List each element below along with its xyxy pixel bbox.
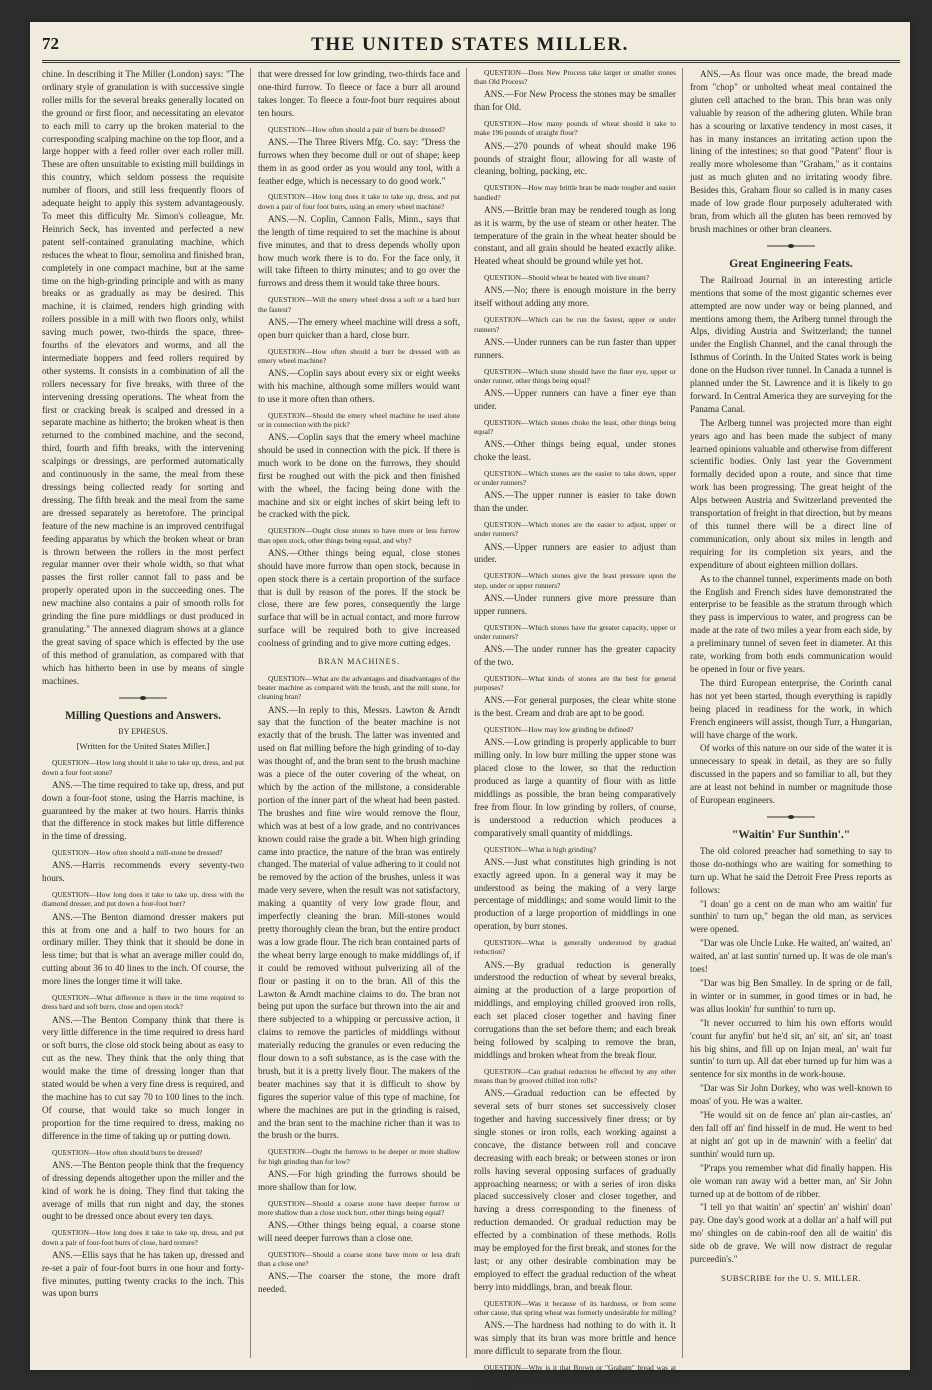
article-paragraph: "It never occurred to him his own efforts would 'count fur anyfin' but he'd sit, an' sit, an' sit, an' toast his big shins, and fill up on Injan meal, an' wait fur suntin' to turn up. All dat eber turned up fur him was a sentence for six months in de work-house. xyxy=(690,1017,892,1080)
question: QUESTION—How often should a pair of burrs be dressed? xyxy=(268,124,445,134)
answer: ANS.—The hardness had nothing to do with it. It was simply that its bran was more brittle and hence more difficult to separate from the flour. xyxy=(474,1320,676,1356)
question: QUESTION—Which stone should have the finer eye, upper or under runner, other things being equal? xyxy=(474,366,676,385)
question: QUESTION—Ought close stones to have more or less furrow than open stock, other things being equal, and why? xyxy=(258,526,460,545)
answer: ANS.—Other things being equal, under stones choke the least. xyxy=(474,439,676,463)
question: QUESTION—What is generally understood by gradual reduction? xyxy=(474,938,676,957)
answer: ANS.—The Benton people think that the frequency of dressing depends altogether upon the miller and the kind of work he is doing. They find that taking the average of mills that run night and day, the stones ought to be dressed once about every ten days. xyxy=(42,1159,244,1222)
article-paragraph: As to the channel tunnel, experiments made on both the English and French sides have demonstrated the enterprise to be feasible as the stratum through which they pass is impervious to water, and progress can be made at the rate of two miles a year from each side, by a preliminary tunnel of seven feet in diameter. At this rate, working from both ends communication would be opened in four or five years. xyxy=(690,573,892,674)
article-paragraph: "P'raps you remember what did finally happen. His ole woman ran away wid a better man, an' Sir John turned up at de bottom of de ribber. xyxy=(690,1162,892,1199)
question: QUESTION—Should a coarse stone have more or less draft than a close one? xyxy=(258,1249,460,1269)
question: QUESTION—How many pounds of wheat should it take to make 196 pounds of straight flour? xyxy=(474,119,676,138)
ornament-divider-icon xyxy=(117,694,169,702)
answer: ANS.—270 pounds of wheat should make 196 pounds of straight flour, allowing for all waste of cleaning, bolting, packing, etc. xyxy=(474,140,676,177)
answer: ANS.—The upper runner is easier to take down than the under. xyxy=(474,490,676,514)
article-paragraph: "Dar was Sir John Dorkey, who was well-known to moas' of you. He was a waiter. xyxy=(690,1083,892,1107)
answer: ANS.—For high grinding the furrows should be more shallow than for low. xyxy=(258,1168,460,1192)
article-paragraph: chine. In describing it The Miller (London) says: "The ordinary style of granulation is with successive single roller mills for the several breaks generally located on the ground or first floor, and necessitating an elevator to each mill to carry up the broken material to the corresponding scalping machine on the top floor, and a large hopper with a feed roller over each roller mill. These are often unsuitable to existing mill buildings in this country, which seldom possess the requisite number of floors, and still less frequently floors of adequate height to apply this system advantageously. To meet this difficulty Mr. Simon's colleague, Mr. Heinrich Seck, has invented and perfected a new patent self-contained granulating machine, which reduces the wheat to flour, semolina and finished bran, completely in one compact machine, but at the same time on the high-grinding principle and with as many breaks or as gradually as may be desired. This machine, it is claimed, renders high grinding with rollers possible in a mill with two floors only, whilst saving much power, two-thirds the space, three-fourths of the elevators and worms, and all the intermediate hoppers and feed rollers required by other systems. It consists in a combination of all the rollers necessary for five breaks, with three of the intervening dressing operations. The wheat from the first or cracking break is scalped and dressed in a separate machine as hitherto; the broken wheat is then returned to the combined machine, and the second, third, fourth and fifth breaks, with the intervening scalpings or dressings, are performed automatically and continuously in the same, the meal from these dressings being collected ready for sorting and dressing. The fifth break and the meal from the same are dressed separately as heretofore. The principal feature of the new machine is an improved centrifugal feeding apparatus by which the broken wheat or bran is thrown between the rollers in the most perfect regular manner over their whole width, so that what passes the first roller cannot fall to pass and be properly operated upon in the succeeding ones. The new machine also contains a pair of smooth rolls for grinding the fine pure middlings or dust produced in granulating." The annexed diagram shows at a glance the great saving of space which is effected by the use of this method of granulation, as compared with that which has hitherto been in use by means of single machines. xyxy=(42,69,244,686)
answer: ANS.—The Benton diamond dresser makers put this at from one and a half to two hours for an ordinary miller. They think that it should be done in less time; but that is what an average miller could do, cutting about 36 to 40 lines to the inch. Of course, the more lines the longer time it will take. xyxy=(42,911,244,987)
answer: ANS.—For New Process the stones may be smaller than for Old. xyxy=(474,89,676,113)
article-paragraph: that were dressed for low grinding, two-thirds face and one-third furrow. To fleece or face a burr all around takes longer. To fleece a four-foot burr requires about ten hours. xyxy=(258,69,460,118)
question: QUESTION—How long should it take to take up, dress, and put down a four foot stone? xyxy=(42,758,244,777)
question: QUESTION—Can gradual reduction be effected by any other means than by grooved chilled iron rolls? xyxy=(474,1066,676,1085)
article-paragraph: Of works of this nature on our side of the water it is unnecessary to speak in detail, as they are so fully discussed in the papers and so familiar to all, but they are at least not behind in number or magnitude those of European engineers. xyxy=(690,743,892,806)
question: QUESTION—Which stones give the least pressure upon the step, under or upper runners? xyxy=(474,571,676,590)
question: QUESTION—Which can be run the fastest, upper or under runners? xyxy=(474,315,676,334)
question: QUESTION—Which stones have the greater capacity, upper or under runners? xyxy=(474,622,676,641)
answer: ANS.—Gradual reduction can be effected by several sets of burr stones set successively closer together and having successively finer dress; or by single stones or iron rolls, each working against a concave, the distance between roll and concave decreasing with each break; or between stones or iron rolls having several opposing surfaces of gradually approaching nearness; or with a series of iron disks placed successively closer and closer together, and having a dress corresponding to the fineness of reduction demanded. Or gradual reduction may be effected by a combination of these methods. Rolls may be employed for the first break, and stones for the last; or any other desirable combination may be employed to effect the gradual reduction of the wheat berry into middlings, bran, and break flour. xyxy=(474,1088,676,1292)
question: QUESTION—How may brittle bran be made tougher and easier handled? xyxy=(474,183,676,202)
article-paragraph: The Railroad Journal in an interesting article mentions that some of the most gigantic schemes ever attempted are now under way or being planned, and mentions among them, the Arlberg tunnel through the Alps, dividing Austria and Switzerland; the tunnel under the English Channel, and the canal through the Isthmus of Corinth. In the United States work is being done on the Hudson river tunnel. In Canada a tunnel is planned under the St. Lawrence and it is likely to go forward. In Central America they are surveying for the Panama Canal. xyxy=(690,274,892,414)
answer: ANS.—The under runner has the greater capacity of the two. xyxy=(474,644,676,667)
article-paragraph: The old colored preacher had something to say to those do-nothings who are waiting for something to turn up. What he said the Detroit Free Press reports as follows: xyxy=(690,845,892,895)
answer: ANS.—Harris recommends every seventy-two hours. xyxy=(42,860,244,884)
answer: ANS.—Coplin says about every six or eight weeks with his machine, although some millers would want to use it more often than others. xyxy=(258,367,460,404)
question: QUESTION—How often should a mill-stone be dressed? xyxy=(52,848,223,858)
question: QUESTION—Which stones are the easier to take down, upper or under runners? xyxy=(474,468,676,488)
answer: ANS.—The Three Rivers Mfg. Co. say: "Dress the furrows when they become dull or out of shape; keep them in as good order as you would any tool, with a feather edge, which is necessary to do good work." xyxy=(258,136,460,186)
section-heading: "Waitin' Fur Sunthin'." xyxy=(731,828,851,841)
column-divider xyxy=(682,68,683,1358)
masthead-rule xyxy=(42,60,900,63)
answer: ANS.—Coplin says that the emery wheel machine should be used in connection with the pick. If there is much work to be done on the furrows, they should first be roughed out with the pick and then finished with the wheel, the facing being done with the machine and six or eight inches of skirt being left to be cracked with the pick. xyxy=(258,432,460,520)
column-1 xyxy=(42,68,244,1358)
column-4 xyxy=(690,68,892,1358)
question: QUESTION—Was it because of its hardness, or from some other cause, that spring wheat was formerly undesirable for milling? xyxy=(474,1298,676,1317)
answer: ANS.—Other things being equal, a coarse stone will need deeper furrows than a close one. xyxy=(258,1220,460,1243)
answer: ANS.—The time required to take up, dress, and put down a four-foot stone, using the Harris machine, is guaranteed by the maker at two hours. Harris thinks that the difference in stock makes but little difference in the time of dressing. xyxy=(42,779,244,842)
article-paragraph: "I doan' go a cent on de man who am waitin' fur sunthin' to turn up," began the old man, as services were opened. xyxy=(690,898,892,935)
question: QUESTION—Which stones choke the least, other things being equal? xyxy=(474,417,676,436)
answer: ANS.—Under runners give more pressure than upper runners. xyxy=(474,592,676,616)
question: QUESTION—What difference is there in the time required to dress hard and soft burrs, close and open stock? xyxy=(42,993,244,1012)
article-paragraph: The third European enterprise, the Corinth canal has not yet been started, though everything is rapidly being placed in readiness for the work, in which French engineers will assist, though Turr, a Hungarian, will have charge of the work. xyxy=(690,677,892,740)
question: QUESTION—What are the advantages and disadvantages of the beater machine as compared with the brush, and the mill stone, for cleaning bran? xyxy=(258,673,460,702)
column-3 xyxy=(474,68,676,1390)
question: QUESTION—Ought the furrows to be deeper or more shallow for high grinding than for low? xyxy=(258,1147,460,1166)
article-paragraph: "Dar was big Ben Smalley. In de spring or de fall, in winter or in summer, in good times or in bad, he was allus lookin' fur sunthin' to turn up. xyxy=(690,978,892,1014)
question: QUESTION—Does New Process take larger or smaller stones than Old Process? xyxy=(474,68,676,87)
answer: ANS.—Just what constitutes high grinding is not exactly agreed upon. In a general way it may be understood as being the making of a very large percentage of middlings; and some would limit to the production of a large proportion of middlings in one operation, by burr stones. xyxy=(474,856,676,932)
question: QUESTION—How often should burrs be dressed? xyxy=(52,1147,203,1157)
subscribe-notice: SUBSCRIBE for the U. S. MILLER. xyxy=(721,1272,861,1283)
page-number: 72 xyxy=(42,34,59,53)
ornament-divider-icon xyxy=(765,242,817,250)
section-subheading: BRAN MACHINES. xyxy=(317,657,400,667)
question: QUESTION—Should a coarse stone have deeper furrow or more shallow than a close stock burr, other things being equal? xyxy=(258,1198,460,1217)
ornament-divider-icon xyxy=(765,813,817,821)
answer: ANS.—The Benton Company think that there is very little difference in the time required to dress hard or soft burrs, the close old stock being about as easy to cut as the new. They think that the only thing that would make the time of dressing longer than that stated would be when a very fine dress is required, and the machine has to cut say 70 to 100 lines to the inch. Of course, that would take so much longer in proportion for the time required to dress, making no difference in the time of taking up or putting down. xyxy=(42,1014,244,1141)
question: QUESTION—How long does it take to take up, dress, and put down a pair of four foot burrs, using an emery wheel machine? xyxy=(258,192,460,211)
answer: ANS.—Ellis says that he has taken up, dressed and re-set a pair of four-foot burrs in one hour and forty-five minutes, putting twenty cracks to the inch. This was upon burrs xyxy=(42,1249,244,1299)
byline: BY EPHESUS. xyxy=(118,726,168,736)
article-paragraph: The Arlberg tunnel was projected more than eight years ago and has been made the subject of many learned opinions valuable and otherwise from different scientific bodies. Only last year the Government formally decided upon a route, and since that time work has been progressing. The great height of the Alps between Austria and Switzerland prevented the transportation of freight in that direction, but by means of this tunnel there will be a direct line of communication, only about six miles in length and requiring for its completion six years, and the expenditure of about eighteen million dollars. xyxy=(690,417,892,570)
column-divider xyxy=(250,68,251,1358)
answer: ANS.—The coarser the stone, the more draft needed. xyxy=(258,1271,460,1295)
answer: ANS.—As flour was once made, the bread made from "chop" or unbolted wheat meal contained the gluten cell attached to the bran. This bran was only valuable by reason of the adhering gluten. While bran has a scouring or laxative tendency in most cases, it has in many instances an irritating action upon the lining of the intestines; so that good "Patent" flour is really more wholesome than "Graham," as it contains just as much gluten and no irritating woody fibre. Besides this, Graham flour so called is in many cases made of low grade flour purposely adulterated with bran, from which all the gluten has been removed by brush machines or other bran cleaners. xyxy=(690,69,892,234)
question: QUESTION—Why is it that Brown or "Graham" bread was at one time considered more wholesome than white bread made from bolted flour? xyxy=(474,1362,676,1390)
answer: ANS.—By gradual reduction is generally understood the reduction of wheat by several breaks, aiming at the production of a large proportion of middlings, and employing chilled grooved iron rolls, each set placed closer together and having finer corrugations than the set before them; and each break being followed by scalping to remove the bran, middlings and broken wheat from the break flour. xyxy=(474,959,676,1060)
article-paragraph: "He would sit on de fence an' plan air-castles, an' den fall off an' find hisself in de mud. He went to bed at night an' got up in de mawnin' with a feelin' dat sunthin' would turn up. xyxy=(690,1110,892,1159)
question: QUESTION—Should the emery wheel machine be used alone or in connection with the pick? xyxy=(258,410,460,429)
answer: ANS.—The emery wheel machine will dress a soft, open burr quicker than a hard, close burr. xyxy=(258,316,460,340)
article-paragraph: "Dar was ole Uncle Luke. He waited, an' waited, an' waited, an' at last suntin' turned up. It was de ole man's toes! xyxy=(690,938,892,975)
question: QUESTION—What is high grinding? xyxy=(484,844,597,854)
column-2 xyxy=(258,68,460,1358)
question: QUESTION—How long does it take to take up, dress with the diamond dresser, and put down a four-foot burr? xyxy=(42,890,244,909)
masthead xyxy=(30,22,910,64)
column-divider xyxy=(466,68,467,1358)
answer: ANS.—For general purposes, the clear white stone is the best. Cream and drab are apt to be good. xyxy=(474,695,676,719)
question: QUESTION—Which stones are the easier to adjust, upper or under runners? xyxy=(474,520,676,539)
answer: ANS.—In reply to this, Messrs. Lawton & Arndt say that the function of the beater machine is not exactly that of the brush. The latter was invented and used on flat milling before the high grinding of to-day was thought of, and the bran sent to the brush machine was a piece of the outer covering of the wheat, on which by the action of the millstone, a considerable portion of the inner part of the wheat had been pasted. The brushes and fine wire would remove the flour, which was at best of a low grade, and no contrivances known could raise the grade a bit. When high grinding came into practice, the nature of the bran was entirely changed. The material of value adhering to it could not be removed by the action of the brushes, unless it was made very severe, when the result was not satisfactory, making a quantity of very low grade flour, and imperfectly cleaning the bran. Mill-stones would pretty thoroughly clean the bran, but the entire product was a low grade flour. The rich bran contained parts of the wheat berry large enough to make middlings of, if it could be removed without pulverizing all of the flour or pasting it on to the bran. All of this the Lawton & Arndt machine claims to do. The bran not being put upon the surface but thrown into the air and there subjected to a whipping or percussive action, it claims to remove the particles of middlings without materially reducing the granules or even reducing the flour down to a soft substance, as is the case with the brush, but it is a pretty lively flour. The makers of the beater machines say that it is difficult to show by figures the superior value of this type of machine, for where the machines are put in the grinding is raised, and the bran sent to the machine richer than it was to the brush or the burrs. xyxy=(258,704,460,1141)
answer: ANS.—Upper runners are easier to adjust than under. xyxy=(474,541,676,565)
answer: ANS.—No; there is enough moisture in the berry itself without adding any more. xyxy=(474,285,676,309)
answer: ANS.—Other things being equal, close stones should have more furrow than open stock, because in open stock there is a certain proportion of the surface that is dull by reason of the pores. If the stock be close, there are few pores, consequently the large surface that will be in actual contact, and more furrow surface will be required both to give increased coolness of grinding and to give more cutting edges. xyxy=(258,547,460,649)
question: QUESTION—How often should a burr be dressed with an emery wheel machine? xyxy=(258,346,460,365)
answer: ANS.—N. Coplin, Cannon Falls, Minn., says that the length of time required to set the machine is about five minutes, and that to dress depends wholly upon how much work there is to do. For the face only, it will take fifteen to thirty minutes; and to go over the furrows and dress them it would take three hours. xyxy=(258,213,460,289)
answer: ANS.—Low grinding is properly applicable to burr milling only. In low burr milling the upper stone was placed close to the lower, so that the reduction produced as large a quantity of flour with as little middlings as possible, the bran being comparatively free from flour. In low grinding by rollers, of course, is understood a reduction which produces a comparatively small quantity of middlings. xyxy=(474,737,676,838)
question: QUESTION—Will the emery wheel dress a soft or a hard burr the fastest? xyxy=(258,295,460,314)
article-paragraph: "I tell yo that waitin' an' spectin' an' wishin' doan' pay. One day's good work at a dollar an' a half will put mo' shingles on de cabin-roof den all de waitin' dis side ob de grave. We will now distract de regular purceedin's." xyxy=(690,1202,892,1265)
question: QUESTION—Should wheat be heated with live steam? xyxy=(484,273,650,283)
section-heading: Milling Questions and Answers. xyxy=(65,709,221,722)
answer: ANS.—Under runners can be run faster than upper runners. xyxy=(474,336,676,360)
answer: ANS.—Brittle bran may be rendered tough as long as it is warm, by the use of steam or other heater. The temperature of the grain in the wheat heater should be constant, and all grain should be heated exactly alike. Heated wheat should be ground while yet hot. xyxy=(474,204,676,267)
newspaper-page xyxy=(30,22,910,1390)
question: QUESTION—What kinds of stones are the best for general purposes? xyxy=(474,673,676,693)
answer: ANS.—Upper runners can have a finer eye than under. xyxy=(474,387,676,411)
subheading: [Written for the United States Miller.] xyxy=(76,741,210,752)
question: QUESTION—How may low grinding be defined? xyxy=(484,725,634,735)
section-heading: Great Engineering Feats. xyxy=(729,257,853,270)
question: QUESTION—How long does it take to take up, dress, and put down a pair of four-foot burrs of close, hard texture? xyxy=(42,1228,244,1247)
newspaper-title: THE UNITED STATES MILLER. xyxy=(311,34,629,55)
